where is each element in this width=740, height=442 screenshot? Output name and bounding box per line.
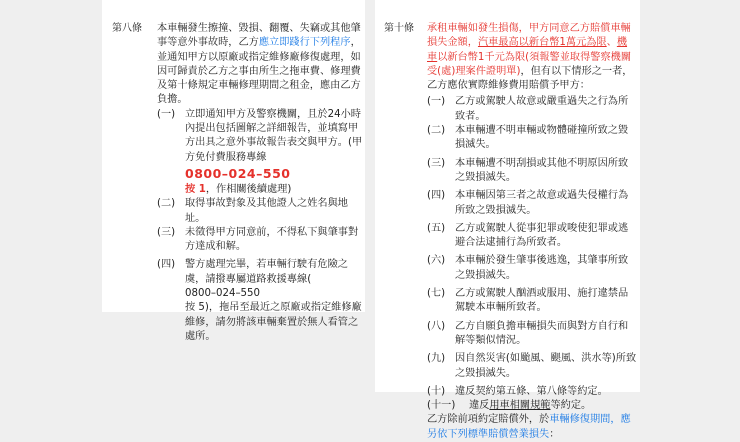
item-text: 乙方或駕駛人酗酒或服用、施打違禁品駕駛本車輛所致者。 <box>455 288 629 314</box>
item-number: (三) <box>157 226 176 238</box>
item-text: 乙方自願負擔車輛損失而與對方自行和解等類似情況。 <box>455 320 629 346</box>
intro-red-underline-1: 汽車最高以新台幣1萬元為限 <box>477 37 607 49</box>
item-text-cont: 按 5)，拖吊至最近之原廠或指定維修廠維修，請勿將該車輛棄置於無人看管之處所。 <box>185 302 362 342</box>
press-key: 按 1 <box>185 183 206 195</box>
press-suffix: ，作相關後續處理) <box>205 183 292 195</box>
list-item <box>427 254 637 283</box>
left-document-panel <box>102 0 365 342</box>
article-intro <box>157 22 364 108</box>
item-text: 因自然災害(如颱風、颶風、洪水等)所致之毀損滅失。 <box>455 353 637 379</box>
article-number: 第八條 <box>112 23 142 34</box>
article-body <box>157 22 364 344</box>
intro-highlight: 應立即踐行下列程序 <box>258 37 351 49</box>
item-number: (二) <box>157 198 176 210</box>
item-text: 本車輛於發生肇事後逃逸，其肇事所致之毀損滅失。 <box>455 255 629 281</box>
intro-red-underline-2: 機車 <box>427 37 628 63</box>
item-number: (一) <box>427 96 446 108</box>
item-text: 乙方或駕駛人故意或嚴重過失之行為所致者。 <box>455 96 629 122</box>
hotline-number: 0800–024–550 <box>185 165 291 181</box>
item-text: 本車輛遭不明車輛或物體碰撞所致之毀損滅失。 <box>455 125 629 151</box>
item-text: 未徵得甲方同意前，不得私下與肇事對方達成和解。 <box>185 226 359 253</box>
item-text-underline: 用車相關規範 <box>489 400 551 412</box>
list-item <box>427 399 637 413</box>
list-item <box>427 95 637 124</box>
article-intro <box>427 22 637 93</box>
list-item <box>157 226 364 255</box>
item-text: 警方處理完畢，若車輛行駛有危險之虞，請撥專屬道路救援專線( <box>185 259 348 285</box>
intro-black: ，但有以下情形之一者，乙方應依實際維修費用賠償予甲方： <box>427 65 633 92</box>
intro-red-1: 承租車輛如發生損傷，甲方同意乙方賠償車輛損失金額， <box>427 23 631 49</box>
intro-red-2: 、 <box>606 37 617 49</box>
list-item <box>427 287 637 316</box>
press-instruction <box>185 183 364 197</box>
item-text: 乙方或駕駛人從事犯罪或唆使犯罪或逃避合法逮捕行為所致者。 <box>455 222 629 249</box>
item-text: 本車輛因第三者之故意或過失侵權行為所致之毀損滅失。 <box>455 190 629 216</box>
intro-red-3: 以新台幣1千元為限(須報警並取得警察機關受(處)理案件證明單) <box>427 51 632 77</box>
item-text: 取得事故對象及其他證人之姓名與地址。 <box>185 198 348 224</box>
item-number: (九) <box>427 353 446 365</box>
item-text-end: 等約定。 <box>550 400 592 412</box>
item-text: 違反契約第五條、第八條等約定。 <box>455 385 608 397</box>
item-number: (十一) <box>427 400 456 412</box>
item-number: (八) <box>427 320 446 332</box>
list-item <box>427 352 637 381</box>
intro-text: 本車輛發生擦撞、毀損、翻覆、失竊或其他肇事等意外事故時，乙方 <box>157 23 361 49</box>
closing-end: ： <box>549 428 560 440</box>
item-text: 立即通知甲方及警察機關，且於24小時內提出包括圖解之詳細報告，並填寫甲方出具之意外事故報告表交與甲方。(甲方免付費服務專線 <box>185 108 363 163</box>
article-number: 第十條 <box>384 23 414 34</box>
list-item <box>427 157 637 186</box>
item-number: (三) <box>427 157 446 169</box>
list-item <box>427 124 637 153</box>
list-item <box>427 385 637 399</box>
item-text: 違反 <box>469 400 490 412</box>
list-item <box>157 258 364 344</box>
item-number: (四) <box>157 259 176 271</box>
intro-text-2: ，並通知甲方以原廠或指定維修廠修復處理，如因可歸責於乙方之事由所生之拖車費、修理費及第十條規定車輛修理期間之租金，應由乙方負擔。 <box>157 37 361 106</box>
right-document-panel <box>375 0 640 440</box>
item-number: (十) <box>427 385 446 397</box>
list-item <box>427 222 637 251</box>
list-item <box>157 197 364 226</box>
list-item <box>427 189 637 218</box>
item-number: (四) <box>427 190 446 202</box>
roadside-hotline: 0800–024–550 <box>185 288 261 300</box>
closing-text: 乙方除前項約定賠償外，於 <box>427 414 550 426</box>
list-item <box>157 108 364 197</box>
closing-highlight: 車輛修復期間，應另依下列標準賠償營業損失 <box>427 414 631 440</box>
item-number: (七) <box>427 288 446 300</box>
item-number: (五) <box>427 222 446 234</box>
closing-paragraph <box>427 413 637 442</box>
item-number: (二) <box>427 125 446 137</box>
item-text: 本車輛遭不明刮損或其他不明原因所致之毀損滅失。 <box>455 157 629 183</box>
article-body <box>427 22 637 442</box>
list-item <box>427 320 637 349</box>
item-number: (一) <box>157 108 176 120</box>
item-number: (六) <box>427 255 446 267</box>
